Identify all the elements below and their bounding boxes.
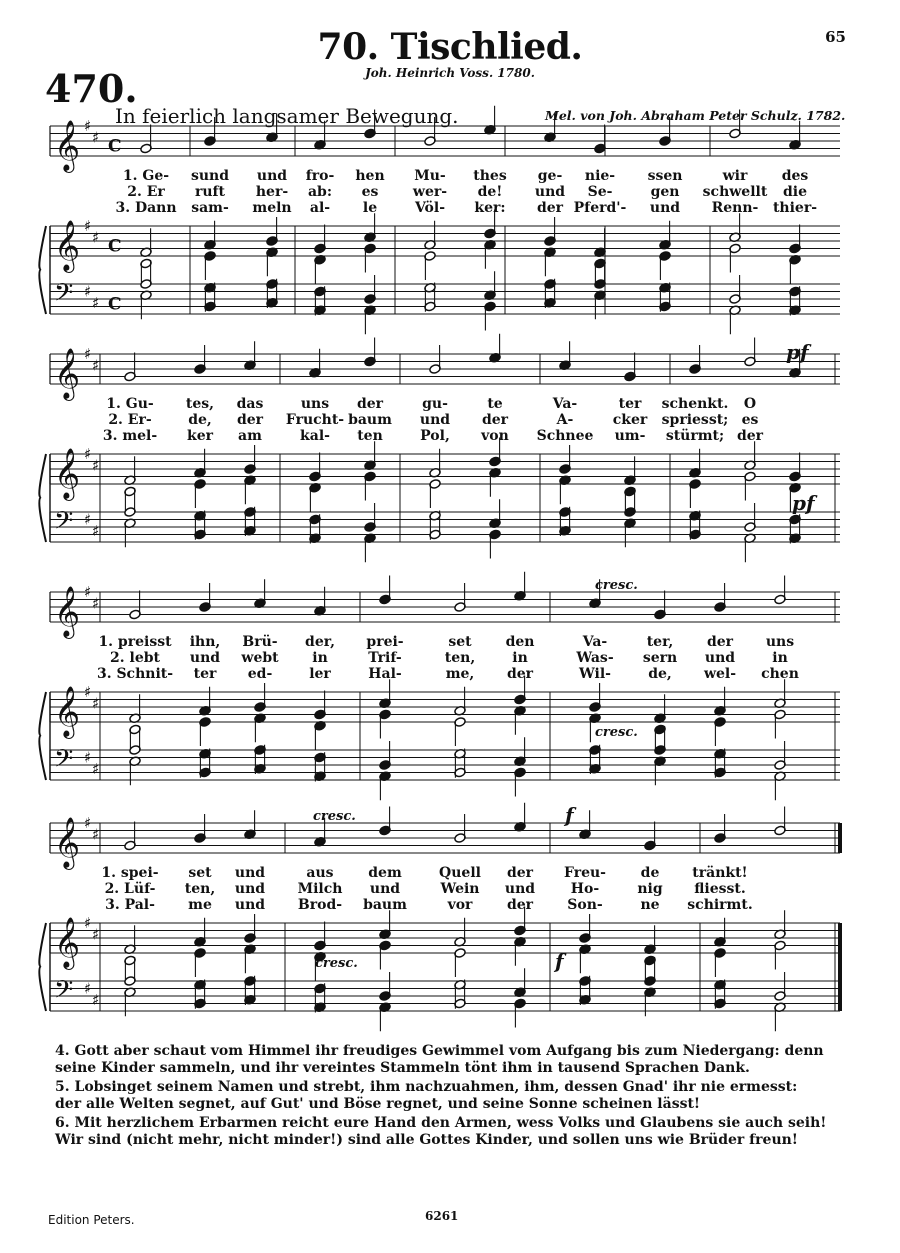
lyric-syllable: thes (473, 168, 507, 184)
sharp-icon: ♯ (84, 282, 92, 301)
lyric-verse-3 (50, 666, 840, 682)
music-system-4 (50, 803, 840, 1033)
sharp-icon: ♯ (92, 594, 100, 613)
lyric-syllable: ter (193, 666, 217, 682)
lyric-syllable: ten (357, 428, 383, 444)
lyric-syllable: baum (363, 897, 407, 913)
melody-credit: Mel. von Joh. Abraham Peter Schulz. 1782. (545, 108, 846, 123)
lyric-syllable: und (234, 865, 266, 881)
lyric-syllable: und (504, 881, 536, 897)
lyric-syllable: und (369, 881, 401, 897)
lyric-syllable: 2. lebt (110, 650, 160, 666)
lyric-syllable: tes, (185, 396, 215, 412)
lyric-verse-1 (50, 396, 840, 412)
verse-line: 4. Gott aber schaut vom Himmel ihr freudiges Gewimmel vom Aufgang bis zum Niedergang: denn (55, 1043, 824, 1059)
lyric-syllable: dem (368, 865, 402, 881)
common-time-icon: C (108, 136, 122, 157)
treble-clef-icon: 𝄞 (54, 686, 81, 737)
lyric-syllable: de! (477, 184, 503, 200)
lyric-syllable: Wil- (579, 666, 611, 682)
lyric-syllable: und (234, 897, 266, 913)
sharp-icon: ♯ (84, 979, 92, 998)
lyric-syllable: Milch (297, 881, 343, 897)
lyric-syllable: de, (188, 412, 212, 428)
lyric-syllable: um- (614, 428, 646, 444)
lyric-syllable: Brü- (242, 634, 278, 650)
common-time-icon: C (108, 294, 122, 315)
lyric-syllable: meln (252, 200, 292, 216)
lyric-syllable: de, (648, 666, 672, 682)
lyric-syllable: 2. Lüf- (104, 881, 156, 897)
lyric-verse-2 (50, 184, 840, 200)
lyric-syllable: der (506, 865, 534, 881)
lyric-syllable: der (506, 666, 534, 682)
lyric-syllable: tränkt! (692, 865, 748, 881)
lyric-syllable: prei- (366, 634, 404, 650)
lyric-syllable: ihn, (189, 634, 221, 650)
lyric-syllable: und (649, 200, 681, 216)
edition-label: Edition Peters. (48, 1213, 135, 1227)
lyric-syllable: set (188, 865, 212, 881)
lyric-syllable: spriesst; (661, 412, 729, 428)
lyric-syllable: schwellt (702, 184, 768, 200)
lyric-syllable: Was- (576, 650, 614, 666)
lyric-syllable: ne (640, 897, 660, 913)
dynamic-marking: cresc. (313, 809, 356, 824)
treble-clef-icon: 𝄞 (54, 586, 81, 637)
lyric-syllable: 3. Schnit- (96, 666, 174, 682)
bass-clef-icon: 𝄢 (54, 506, 74, 542)
score-svg (50, 117, 840, 336)
lyric-syllable: ler (309, 666, 331, 682)
lyric-syllable: Schnee (536, 428, 594, 444)
author-credit: Joh. Heinrich Voss. 1780. (365, 66, 535, 80)
sharp-icon: ♯ (84, 583, 92, 601)
lyric-syllable: nie- (584, 168, 616, 184)
lyric-syllable: 3. Dann (115, 200, 177, 216)
lyric-syllable: in (772, 650, 788, 666)
staff (50, 117, 840, 173)
sharp-icon: ♯ (92, 694, 100, 713)
music-system-3 (50, 578, 840, 802)
treble-clef-icon: 𝄞 (54, 917, 81, 968)
lyric-syllable: und (704, 650, 736, 666)
lyric-syllable: 3. Pal- (105, 897, 155, 913)
verse-line: Wir sind (nicht mehr, nicht minder!) sind alle Gottes Kinder, und sollen uns wie Brüder freun! (55, 1132, 798, 1148)
hymn-number: 470. (45, 66, 138, 111)
lyric-syllable: 3. mel- (102, 428, 158, 444)
lyric-syllable: der (736, 428, 764, 444)
verse-line: seine Kinder sammeln, und ihr vereintes Stammeln tönt ihm in tausend Sprachen Dank. (55, 1060, 750, 1076)
page-number: 65 (825, 28, 846, 46)
lyric-syllable: und (234, 881, 266, 897)
lyric-syllable: 2. Er (127, 184, 165, 200)
sharp-icon: ♯ (92, 128, 100, 147)
plate-number: 6261 (425, 1209, 459, 1223)
lyric-syllable: und (534, 184, 566, 200)
sharp-icon: ♯ (84, 748, 92, 767)
lyric-syllable: den (505, 634, 535, 650)
lyric-syllable: und (189, 650, 221, 666)
lyric-syllable: Völ- (414, 200, 446, 216)
sharp-icon: ♯ (84, 117, 92, 135)
treble-clef-icon: 𝄞 (54, 817, 81, 868)
sharp-icon: ♯ (84, 914, 92, 932)
lyric-syllable: A- (556, 412, 574, 428)
lyric-syllable: der (481, 412, 509, 428)
lyric-syllable: ed- (247, 666, 273, 682)
lyric-syllable: nig (637, 881, 663, 897)
dynamic-marking: f (555, 949, 564, 973)
lyric-syllable: Renn- (711, 200, 759, 216)
lyric-syllable: ten, (184, 881, 216, 897)
lyric-syllable: gen (650, 184, 680, 200)
lyric-syllable: 1. Ge- (122, 168, 170, 184)
lyric-syllable: O (743, 396, 757, 412)
lyric-syllable: Va- (552, 396, 578, 412)
lyric-syllable: gu- (422, 396, 448, 412)
verse-line: 5. Lobsinget seinem Namen und strebt, ihm nachzuahmen, ihm, dessen Gnad' ihr nie ermesst: (55, 1079, 798, 1095)
lyric-syllable: ker (187, 428, 213, 444)
lyric-verse-3 (50, 428, 840, 444)
lyric-syllable: me (188, 897, 212, 913)
lyric-syllable: ter (618, 396, 642, 412)
lyric-syllable: stürmt; (665, 428, 725, 444)
lyric-syllable: in (512, 650, 528, 666)
brace-icon (39, 454, 46, 542)
lyric-syllable: ge- (537, 168, 563, 184)
treble-clef-icon: 𝄞 (54, 120, 81, 171)
lyric-syllable: aus (306, 865, 334, 881)
sharp-icon: ♯ (84, 345, 92, 363)
treble-clef-icon: 𝄞 (54, 220, 81, 271)
lyric-syllable: der (236, 412, 264, 428)
staff (50, 345, 840, 401)
sharp-icon: ♯ (84, 683, 92, 701)
lyric-syllable: fliesst. (694, 881, 746, 897)
lyric-syllable: Ho- (570, 881, 600, 897)
lyric-syllable: ker: (474, 200, 506, 216)
lyric-syllable: Va- (582, 634, 608, 650)
music-system-1 (50, 117, 840, 336)
lyric-syllable: Brod- (297, 897, 343, 913)
lyric-syllable: das (236, 396, 264, 412)
lyric-syllable: her- (255, 184, 289, 200)
lyric-syllable: me, (445, 666, 475, 682)
treble-clef-icon: 𝄞 (54, 348, 81, 399)
lyric-syllable: al- (309, 200, 331, 216)
sharp-icon: ♯ (92, 521, 100, 540)
lyric-syllable: ten, (444, 650, 476, 666)
lyric-syllable: in (312, 650, 328, 666)
lyric-syllable: und (419, 412, 451, 428)
bass-clef-icon: 𝄢 (54, 278, 74, 314)
lyric-syllable: 1. Gu- (106, 396, 154, 412)
lyric-syllable: hen (355, 168, 385, 184)
lyric-syllable: ssen (647, 168, 683, 184)
brace-icon (39, 923, 46, 1011)
dynamic-marking: cresc. (595, 725, 638, 740)
lyric-syllable: es (361, 184, 379, 200)
lyric-syllable: der, (305, 634, 335, 650)
tempo-marking: In feierlich langsamer Bewegung. (115, 104, 459, 128)
lyric-verse-2 (50, 881, 840, 897)
lyric-syllable: baum (348, 412, 392, 428)
dynamic-marking: pf (786, 340, 809, 364)
sharp-icon: ♯ (84, 814, 92, 832)
lyric-syllable: es (741, 412, 759, 428)
lyric-syllable: ter, (646, 634, 674, 650)
lyric-syllable: am (238, 428, 262, 444)
lyric-verse-3 (50, 897, 840, 913)
brace-icon (39, 226, 46, 314)
lyric-syllable: wel- (703, 666, 737, 682)
lyric-syllable: vor (447, 897, 473, 913)
verse-line: der alle Welten segnet, auf Gut' und Böse regnet, und seine Sonne scheinen lässt! (55, 1096, 701, 1112)
lyric-verse-1 (50, 634, 840, 650)
sharp-icon: ♯ (84, 445, 92, 463)
sharp-icon: ♯ (92, 825, 100, 844)
page-title: 70. Tischlied. (317, 26, 583, 68)
verse-line: 6. Mit herzlichem Erbarmen reicht eure Hand den Armen, wess Volks und Glaubens sie auch seih! (55, 1115, 827, 1131)
staff (50, 507, 840, 543)
lyric-syllable: uns (300, 396, 330, 412)
sharp-icon: ♯ (84, 217, 92, 235)
lyric-syllable: sam- (191, 200, 229, 216)
lyric-verse-1 (50, 168, 840, 184)
staff (50, 279, 840, 315)
dynamic-marking: pf (792, 491, 815, 515)
lyric-syllable: ruft (194, 184, 226, 200)
lyric-syllable: wer- (412, 184, 448, 200)
lyric-syllable: le (362, 200, 378, 216)
sharp-icon: ♯ (84, 510, 92, 529)
lyric-syllable: Se- (587, 184, 613, 200)
treble-clef-icon: 𝄞 (54, 448, 81, 499)
lyric-syllable: 1. preisst (98, 634, 172, 650)
sharp-icon: ♯ (92, 759, 100, 778)
sharp-icon: ♯ (92, 456, 100, 475)
lyric-syllable: cker (612, 412, 648, 428)
lyric-syllable: der (356, 396, 384, 412)
brace-icon (39, 692, 46, 780)
lyric-syllable: thier- (772, 200, 818, 216)
sharp-icon: ♯ (92, 925, 100, 944)
lyric-syllable: Pferd'- (573, 200, 627, 216)
lyric-syllable: und (256, 168, 288, 184)
common-time-icon: C (108, 236, 122, 257)
lyric-syllable: Pol, (420, 428, 450, 444)
lyric-syllable: der (706, 634, 734, 650)
lyric-verse-1 (50, 865, 840, 881)
lyric-syllable: die (782, 184, 808, 200)
lyric-verse-3 (50, 200, 840, 216)
lyric-syllable: wir (722, 168, 748, 184)
lyric-syllable: fro- (305, 168, 335, 184)
additional-verses (55, 1043, 855, 1149)
dynamic-marking: f (565, 803, 574, 827)
lyric-syllable: Freu- (564, 865, 606, 881)
lyric-syllable: webt (241, 650, 279, 666)
lyric-syllable: Wein (440, 881, 480, 897)
lyric-syllable: ab: (307, 184, 333, 200)
sharp-icon: ♯ (92, 990, 100, 1009)
lyric-syllable: Frucht- (285, 412, 345, 428)
lyric-syllable: set (448, 634, 472, 650)
staff (50, 217, 840, 273)
lyric-syllable: der (536, 200, 564, 216)
lyric-syllable: sern (642, 650, 678, 666)
lyric-syllable: Trif- (368, 650, 402, 666)
staff (50, 445, 840, 501)
sharp-icon: ♯ (92, 228, 100, 247)
dynamic-marking: cresc. (595, 578, 638, 593)
lyric-syllable: schenkt. (661, 396, 729, 412)
lyric-syllable: de (640, 865, 660, 881)
lyric-syllable: te (487, 396, 503, 412)
lyric-syllable: des (781, 168, 809, 184)
lyric-verse-2 (50, 650, 840, 666)
lyric-syllable: uns (765, 634, 795, 650)
lyric-syllable: von (481, 428, 509, 444)
lyric-syllable: 1. spei- (101, 865, 159, 881)
lyric-syllable: der (506, 897, 534, 913)
lyric-syllable: sund (190, 168, 230, 184)
lyric-syllable: 2. Er- (108, 412, 152, 428)
lyric-syllable: Hal- (368, 666, 402, 682)
sharp-icon: ♯ (92, 356, 100, 375)
bass-clef-icon: 𝄢 (54, 975, 74, 1011)
lyric-syllable: Quell (439, 865, 481, 881)
lyric-syllable: chen (761, 666, 799, 682)
music-system-2 (50, 340, 840, 564)
lyric-syllable: Mu- (414, 168, 446, 184)
sharp-icon: ♯ (92, 293, 100, 312)
lyric-syllable: Son- (567, 897, 603, 913)
dynamic-marking: cresc. (315, 956, 358, 971)
lyric-syllable: schirmt. (687, 897, 753, 913)
bass-clef-icon: 𝄢 (54, 744, 74, 780)
lyric-verse-2 (50, 412, 840, 428)
lyric-syllable: kal- (300, 428, 330, 444)
